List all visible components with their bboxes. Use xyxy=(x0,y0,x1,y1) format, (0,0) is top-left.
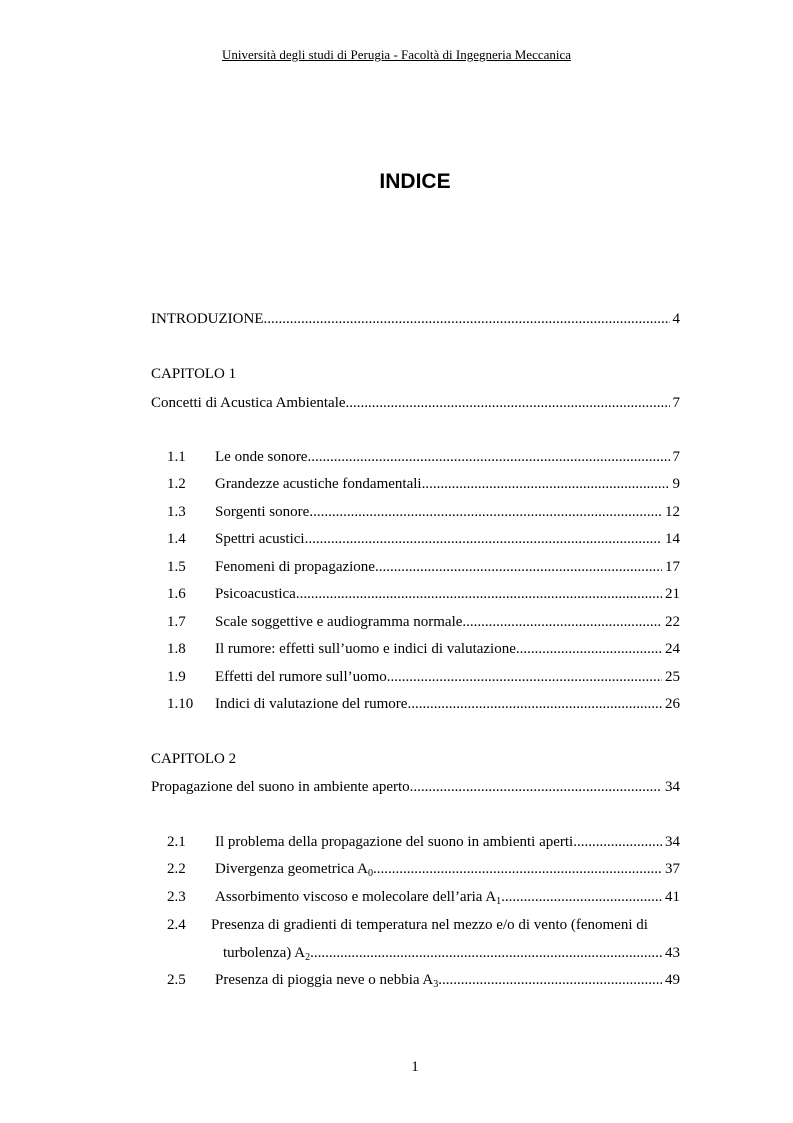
toc-entry-introduzione xyxy=(151,309,680,329)
toc-dot-leader xyxy=(310,943,662,963)
toc-label: Indici di valutazione del rumore xyxy=(215,696,408,712)
toc-entry-2-3 xyxy=(167,887,680,907)
subscript: 1 xyxy=(496,896,502,907)
toc-dot-leader xyxy=(346,393,670,413)
toc-label xyxy=(215,887,501,907)
toc-page-number: 49 xyxy=(665,972,680,988)
toc-section-number: 2.2 xyxy=(167,861,186,877)
toc-section-number: 2.5 xyxy=(167,972,186,988)
toc-section-number: 1.7 xyxy=(167,614,186,630)
toc-label-text: turbolenza) A xyxy=(223,945,306,961)
toc-section-number: 1.10 xyxy=(167,696,194,712)
toc-label: Psicoacustica xyxy=(215,586,296,602)
toc-section-number: 1.1 xyxy=(167,449,186,465)
toc-dot-leader xyxy=(375,557,662,577)
toc-entry-1-10 xyxy=(167,694,680,714)
toc-label: Fenomeni di propagazione xyxy=(215,559,375,575)
toc-page-number: 37 xyxy=(665,861,680,877)
toc-section-number: 1.2 xyxy=(167,476,186,492)
toc-label xyxy=(215,859,373,879)
toc-label: Concetti di Acustica Ambientale xyxy=(151,395,346,411)
subscript: 0 xyxy=(368,868,373,879)
toc-page-number: 34 xyxy=(665,834,680,850)
toc-page-number: 43 xyxy=(665,945,680,961)
toc-dot-leader xyxy=(307,447,669,467)
toc-dot-leader xyxy=(296,584,662,604)
toc-page-number: 41 xyxy=(665,889,680,905)
toc-dot-leader xyxy=(438,970,662,990)
toc-label-line1: Presenza di gradienti di temperatura nel mezzo e/o di vento (fenomeni di xyxy=(211,917,648,933)
toc-entry-2-2 xyxy=(167,859,680,879)
toc-section-number: 1.6 xyxy=(167,586,186,602)
toc-label: Effetti del rumore sull’uomo xyxy=(215,669,387,685)
toc-label-text: Assorbimento viscoso e molecolare dell’aria A xyxy=(215,889,497,905)
toc-label-text: Presenza di pioggia neve o nebbia A xyxy=(215,972,434,988)
toc-section-number: 1.4 xyxy=(167,531,186,547)
toc-page-number: 22 xyxy=(665,614,680,630)
toc-entry-1-1 xyxy=(167,447,680,467)
toc-dot-leader xyxy=(573,832,662,852)
toc-page-number: 7 xyxy=(672,449,680,465)
toc-section-number: 2.3 xyxy=(167,889,186,905)
toc-page-number: 26 xyxy=(665,696,680,712)
toc-label: INTRODUZIONE xyxy=(151,311,264,327)
toc-entry-1-2 xyxy=(167,474,680,494)
toc-label: Il problema della propagazione del suono in ambienti aperti xyxy=(215,834,574,850)
subscript: 3 xyxy=(433,979,439,990)
toc-page-number: 9 xyxy=(672,476,680,492)
toc-page-number: 14 xyxy=(665,531,680,547)
toc-label xyxy=(215,970,438,990)
toc-label: Il rumore: effetti sull’uomo e indici di valutazione xyxy=(215,641,516,657)
toc-dot-leader xyxy=(516,639,662,659)
toc-dot-leader xyxy=(407,694,662,714)
toc-dot-leader xyxy=(387,667,662,687)
toc-dot-leader xyxy=(263,309,669,329)
toc-page-number: 24 xyxy=(665,641,680,657)
toc-entry-1-8 xyxy=(167,639,680,659)
toc-entry-2-1 xyxy=(167,832,680,852)
toc-page-number: 21 xyxy=(665,586,680,602)
toc-section-number: 1.8 xyxy=(167,641,186,657)
toc-label: Scale soggettive e audiogramma normale xyxy=(215,614,463,630)
toc-section-number: 2.1 xyxy=(167,834,186,850)
toc-entry-1-4 xyxy=(167,529,680,549)
toc-dot-leader xyxy=(309,502,662,522)
toc-entry-chapter-1 xyxy=(151,393,680,413)
toc-dot-leader xyxy=(410,777,662,797)
chapter-1-heading: CAPITOLO 1 xyxy=(151,366,237,382)
toc-page-number: 12 xyxy=(665,504,680,520)
toc-entry-1-3 xyxy=(167,502,680,522)
toc-page-number: 34 xyxy=(665,779,680,795)
toc-section-number: 1.3 xyxy=(167,504,186,520)
chapter-2-heading: CAPITOLO 2 xyxy=(151,751,237,767)
toc-dot-leader xyxy=(373,859,662,879)
toc-dot-leader xyxy=(501,887,662,907)
toc-page-number: 17 xyxy=(665,559,680,575)
toc-section-number: 1.5 xyxy=(167,559,186,575)
toc-entry-1-7 xyxy=(167,612,680,632)
toc-label: Propagazione del suono in ambiente aperto xyxy=(151,779,410,795)
toc-entry-2-4 xyxy=(223,943,680,963)
toc-label: Sorgenti sonore xyxy=(215,504,310,520)
toc-label: Le onde sonore xyxy=(215,449,308,465)
toc-label-text: Divergenza geometrica A xyxy=(215,861,368,877)
toc-label: Spettri acustici xyxy=(215,531,305,547)
toc-page-number: 7 xyxy=(672,395,680,411)
toc-page-number: 25 xyxy=(665,669,680,685)
toc-dot-leader xyxy=(305,529,662,549)
toc-label xyxy=(223,943,310,963)
toc-page-number: 4 xyxy=(672,311,680,327)
toc-entry-1-6 xyxy=(167,584,680,604)
toc-entry-chapter-2 xyxy=(151,777,680,797)
running-header: Università degli studi di Perugia - Facoltà di Ingegneria Meccanica xyxy=(221,47,572,62)
toc-label: Grandezze acustiche fondamentali xyxy=(215,476,422,492)
toc-entry-2-5 xyxy=(167,970,680,990)
toc-entry-1-5 xyxy=(167,557,680,577)
toc-entry-1-9 xyxy=(167,667,680,687)
toc-dot-leader xyxy=(462,612,662,632)
subscript: 2 xyxy=(305,952,311,963)
page-title: INDICE xyxy=(379,170,451,193)
toc-section-number: 2.4 xyxy=(167,917,186,933)
toc-dot-leader xyxy=(422,474,670,494)
toc-section-number: 1.9 xyxy=(167,669,186,685)
page-number: 1 xyxy=(411,1059,419,1075)
